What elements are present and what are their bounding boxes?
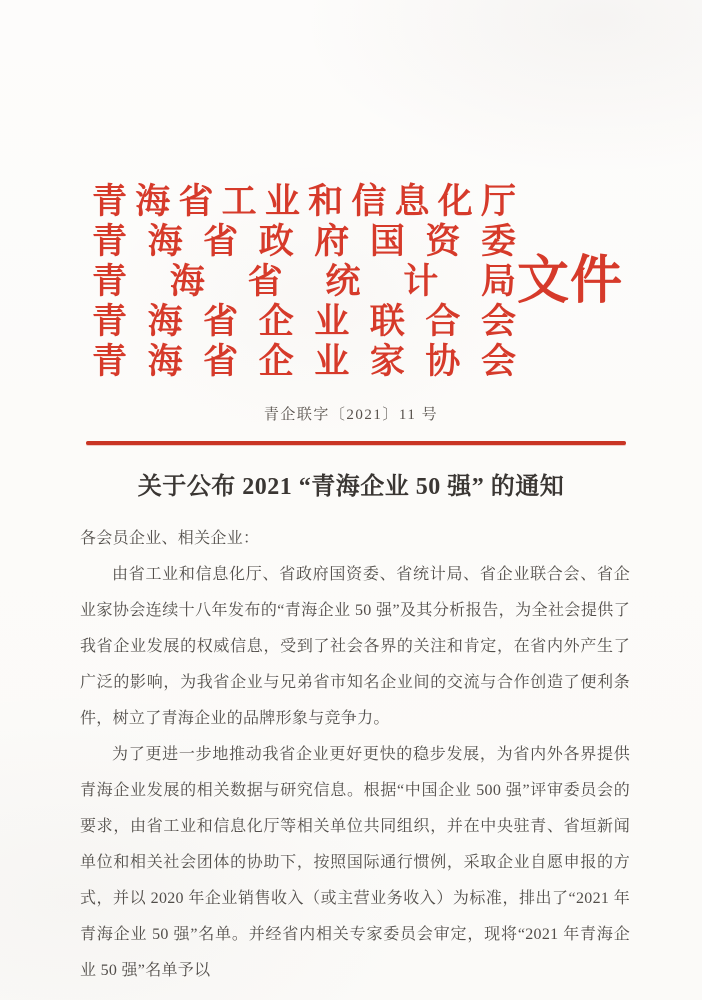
letterhead <box>92 182 516 382</box>
salutation: 各会员企业、相关企业： <box>80 530 260 547</box>
document-number: 青企联字〔2021〕11 号 <box>263 407 439 423</box>
red-divider-line <box>86 441 626 445</box>
letterhead-line-3: 青 海 省 统 计 局 <box>92 262 516 301</box>
document-label: 文件 <box>517 253 624 310</box>
document-body <box>80 521 630 989</box>
paragraph-2: 为了更进一步地推动我省企业更好更快的稳步发展，为省内外各界提供青海企业发展的相关数据与研究信息。根据“中国企业 500 强”评审委员会的要求，由省工业和信息化厅等相关单位共同组织，并在中央驻青、省垣新闻单位和相关社会团体的协助下，按照国际通行惯例，采取企业自愿申报的方式，并以 2020 年企业销售收入（或主营业务收入）为标准，排出了“2021 年青海企业 50 强”名单。并经省内相关专家委员会审定，现将“2021 年青海企业 50 强”名单予以 <box>80 746 630 979</box>
letterhead-line-2: 青 海 省 政 府 国 资 委 <box>92 222 516 261</box>
paragraph-1: 由省工业和信息化厅、省政府国资委、省统计局、省企业联合会、省企业家协会连续十八年发布的“青海企业 50 强”及其分析报告，为全社会提供了我省企业发展的权威信息，受到了社会各界的关注和肯定，在省内外产生了广泛的影响，为我省企业与兄弟省市知名企业间的交流与合作创造了便利条件，树立了青海企业的品牌形象与竞争力。 <box>80 566 630 727</box>
document-title: 关于公布 2021 “青海企业 50 强” 的通知 <box>137 474 565 500</box>
letterhead-line-5: 青 海 省 企 业 家 协 会 <box>92 342 516 381</box>
letterhead-line-4: 青 海 省 企 业 联 合 会 <box>92 302 516 341</box>
letterhead-line-1: 青 海 省 工 业 和 信 息 化 厅 <box>92 182 516 221</box>
